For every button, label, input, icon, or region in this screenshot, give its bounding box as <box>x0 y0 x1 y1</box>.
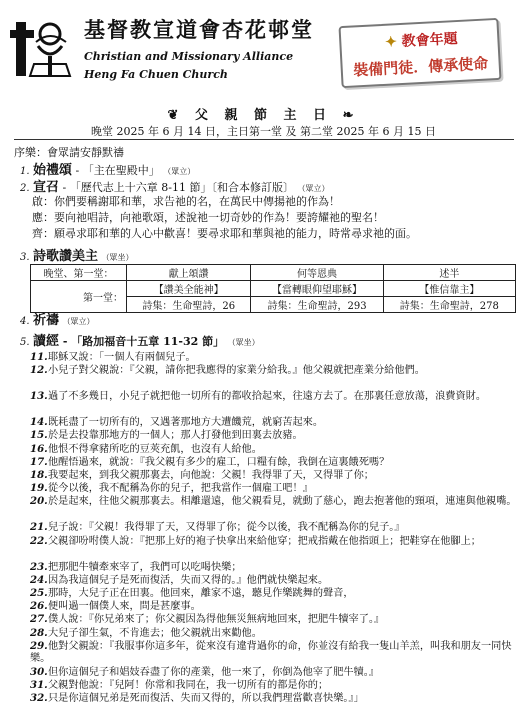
verse-text: 父親卻吩咐僕人說：『把那上好的袍子快拿出來給他穿；把戒指戴在他指頭上；把鞋穿在他腳上； <box>48 535 481 547</box>
verse-number: 17. <box>30 455 48 468</box>
verse <box>30 535 518 548</box>
hymn-title-3: 【惟信靠主】 <box>383 281 515 297</box>
verse <box>30 429 303 442</box>
section-detail: - 「路加福音十五章 11-32 節」 <box>59 335 225 348</box>
verse-text: 他醒悟過來，就說：『我父親有多少的雇工，口糧有餘，我倒在這裏餓死嗎？ <box>48 456 390 468</box>
verse-number: 23. <box>30 560 48 573</box>
verse-number: 15. <box>30 429 48 442</box>
section-number: 4. <box>20 316 30 327</box>
verse-number: 16. <box>30 442 48 455</box>
verse-text: 他恨不得拿豬所吃的豆莢充飢，也沒有人給他。 <box>48 443 262 455</box>
verse <box>30 640 518 665</box>
verse-number: 21. <box>30 521 48 534</box>
call-line-3: 齊：願尋求耶和華的人心中歡喜！要尋求耶和華與祂的能力，時常尋求祂的面。 <box>32 227 417 240</box>
section-detail: - 「歷代志上十六章 8-11 節」〔和合本修訂版〕 <box>59 181 294 194</box>
verse-number: 31. <box>30 679 48 691</box>
verse <box>30 482 313 495</box>
verse-number: 32. <box>30 692 48 705</box>
verse-number: 18. <box>30 469 48 481</box>
hymn-table <box>30 264 516 313</box>
section-number: 5. <box>20 337 30 348</box>
hymn-title-2: 【當轉眼仰望耶穌】 <box>251 281 383 297</box>
verse <box>30 469 374 482</box>
verse-number: 14. <box>30 416 48 429</box>
verse-text: 過了不多幾日，小兒子就把他一切所有的都收拾起來，往遠方去了。在那裏任意放蕩，浪費資財。 <box>48 391 487 403</box>
service-title-text: 父 親 節 主 日 <box>194 108 333 123</box>
verse-number: 19. <box>30 482 48 495</box>
header <box>0 0 527 92</box>
verse-text: 小兒子對父親說：『父親，請你把我應得的家業分給我。』他父親就把產業分給他們。 <box>48 365 425 377</box>
theme-label: 教會年題 <box>401 31 459 50</box>
verse-number: 22. <box>30 534 48 547</box>
section-number: 3. <box>20 252 30 263</box>
section-note: （眾立） <box>297 184 330 193</box>
verse <box>30 574 328 587</box>
call-line-1: 啟：你們要稱謝耶和華，求告祂的名，在萬民中傳揚祂的作為！ <box>32 195 340 208</box>
section-number: 2. <box>20 183 30 194</box>
ornament-right-icon: ❧ <box>332 108 360 123</box>
verse-text: 因為我這個兒子是死而復活，失而又得的。』他們就快樂起來。 <box>48 574 329 586</box>
verse-number: 24. <box>30 573 48 586</box>
hymn-source-3: 詩集：生命聖詩，278 <box>383 297 515 313</box>
verse <box>30 416 323 429</box>
verse-text: 他對父親說：『我服事你這多年，從來沒有違背過你的命，你並沒有給我一隻山羊羔，叫我和朋友一同快樂。 <box>30 640 512 664</box>
hymn-source-1: 詩集：生命聖詩，26 <box>127 297 251 313</box>
service-date: 晚堂 2025 年 6 月 14 日，主日第一堂 及 第二堂 2025 年 6 月 15 日 <box>91 125 436 138</box>
section-title: 詩歌讚美主 <box>33 249 99 264</box>
verse <box>30 587 354 600</box>
verse-text: 於是去投靠那地方的一個人；那人打發他到田裏去放豬。 <box>48 430 303 442</box>
verse-text: 把那肥牛犢牽來宰了，我們可以吃喝快樂； <box>48 561 242 573</box>
verse-number: 25. <box>30 587 48 599</box>
hymn-col-1: 獻上頌讚 <box>127 265 251 281</box>
church-name-en: Christian and Missionary Alliance <box>84 50 294 63</box>
verse-text: 那時，大兒子正在田裏。他回來，離家不遠，聽見作樂跳舞的聲音， <box>48 588 354 599</box>
verse <box>30 666 379 679</box>
verse-number: 11. <box>30 351 48 363</box>
church-name-en-2: Heng Fa Chuen Church <box>84 68 228 81</box>
hymn-col-2: 何等恩典 <box>251 265 383 281</box>
verse <box>30 390 518 403</box>
verse <box>30 521 405 534</box>
verse-text: 於是起來，往他父親那裏去。相離還遠，他父親看見，就動了慈心，跑去抱著他的頸項，連連與他親嘴。 <box>48 496 517 508</box>
verse-number: 29. <box>30 639 48 652</box>
section-3 <box>20 245 134 264</box>
verse-text: 父親對他說：『兒阿！你常和我同在，我一切所有的都是你的； <box>48 680 329 691</box>
section-number: 1. <box>20 166 30 177</box>
verse <box>30 495 518 508</box>
verse-number: 20. <box>30 495 48 508</box>
verse-text: 耶穌又說：「一個人有兩個兒子。 <box>48 352 196 363</box>
verse-number: 28. <box>30 626 48 639</box>
theme-motto: 裝備門徒．傳承使命 <box>352 54 489 80</box>
section-detail: - 「主在聖殿中」 <box>72 164 160 177</box>
verse-text: 既耗盡了一切所有的，又遇著那地方大遭饑荒，就窮苦起來。 <box>48 417 324 429</box>
verse <box>30 692 364 705</box>
hymn-header-row <box>31 265 516 281</box>
lamp-icon: ✦ <box>384 34 398 51</box>
section-title: 祈禱 <box>33 313 60 328</box>
verse-number: 12. <box>30 364 48 377</box>
section-note: （眾坐） <box>101 253 134 262</box>
divider <box>14 139 514 140</box>
verse-text: 但你這個兒子和娼妓吞盡了你的產業，他一來了，你倒為他宰了肥牛犢。』 <box>48 666 380 678</box>
verse-number: 30. <box>30 665 48 678</box>
verse <box>30 351 196 364</box>
verse <box>30 600 201 613</box>
verse <box>30 443 262 456</box>
section-title: 讀經 <box>33 334 60 349</box>
verse-text: 只是你這個兄弟是死而復活、失而又得的，所以我們理當歡喜快樂。』」 <box>48 693 364 705</box>
hymn-col-3: 述半 <box>383 265 515 281</box>
hymn-header-left: 晚堂、第一堂： <box>31 265 127 281</box>
verse-number: 27. <box>30 613 48 626</box>
section-title: 宣召 <box>33 180 60 195</box>
verse-number: 13. <box>30 390 48 403</box>
section-title: 始禮頌 <box>33 163 73 178</box>
church-name-zh: 基督教宣道會杏花邨堂 <box>84 17 314 42</box>
section-note: （眾立） <box>163 167 196 176</box>
section-5 <box>20 330 260 349</box>
verse <box>30 613 384 626</box>
verse <box>30 456 389 469</box>
hymn-title-row <box>31 281 516 297</box>
verse <box>30 561 242 574</box>
prelude: 序樂：會眾請安靜默禱 <box>14 146 124 159</box>
verse-text: 便叫過一個僕人來，問是甚麼事。 <box>48 601 201 613</box>
hymn-title-1: 【讚美全能神】 <box>127 281 251 297</box>
verse <box>30 679 328 692</box>
theme-title <box>341 26 498 54</box>
hymn-source-2: 詩集：生命聖詩，293 <box>251 297 383 313</box>
hymn-row-label: 第一堂： <box>31 281 127 313</box>
theme-box <box>338 18 501 88</box>
verse-number: 26. <box>30 600 48 613</box>
section-note: （眾坐） <box>227 338 260 347</box>
call-line-2: 應：要向祂唱詩，向祂歌頌，述說祂一切奇妙的作為！要誇耀祂的聖名！ <box>32 211 384 224</box>
church-logo-icon <box>10 12 74 82</box>
verse-text: 兒子說：『父親！我得罪了天，又得罪了你；從今以後，我不配稱為你的兒子。』 <box>48 522 405 534</box>
verse-text: 大兒子卻生氣，不肯進去；他父親就出來勸他。 <box>48 627 262 639</box>
verse <box>30 364 518 377</box>
section-4 <box>20 309 95 328</box>
ornament-left-icon: ❦ <box>167 108 195 123</box>
verse-text: 從今以後，我不配稱為你的兒子，把我當作一個雇工吧！』 <box>48 483 313 495</box>
section-note: （眾立） <box>62 317 95 326</box>
service-title <box>0 104 527 123</box>
verse-text: 我要起來，到我父親那裏去，向他說：父親！我得罪了天，又得罪了你； <box>48 470 374 481</box>
verse-text: 僕人說：『你兄弟來了；你父親因為得他無災無病地回來，把肥牛犢宰了。』 <box>48 614 385 626</box>
verse <box>30 627 262 640</box>
